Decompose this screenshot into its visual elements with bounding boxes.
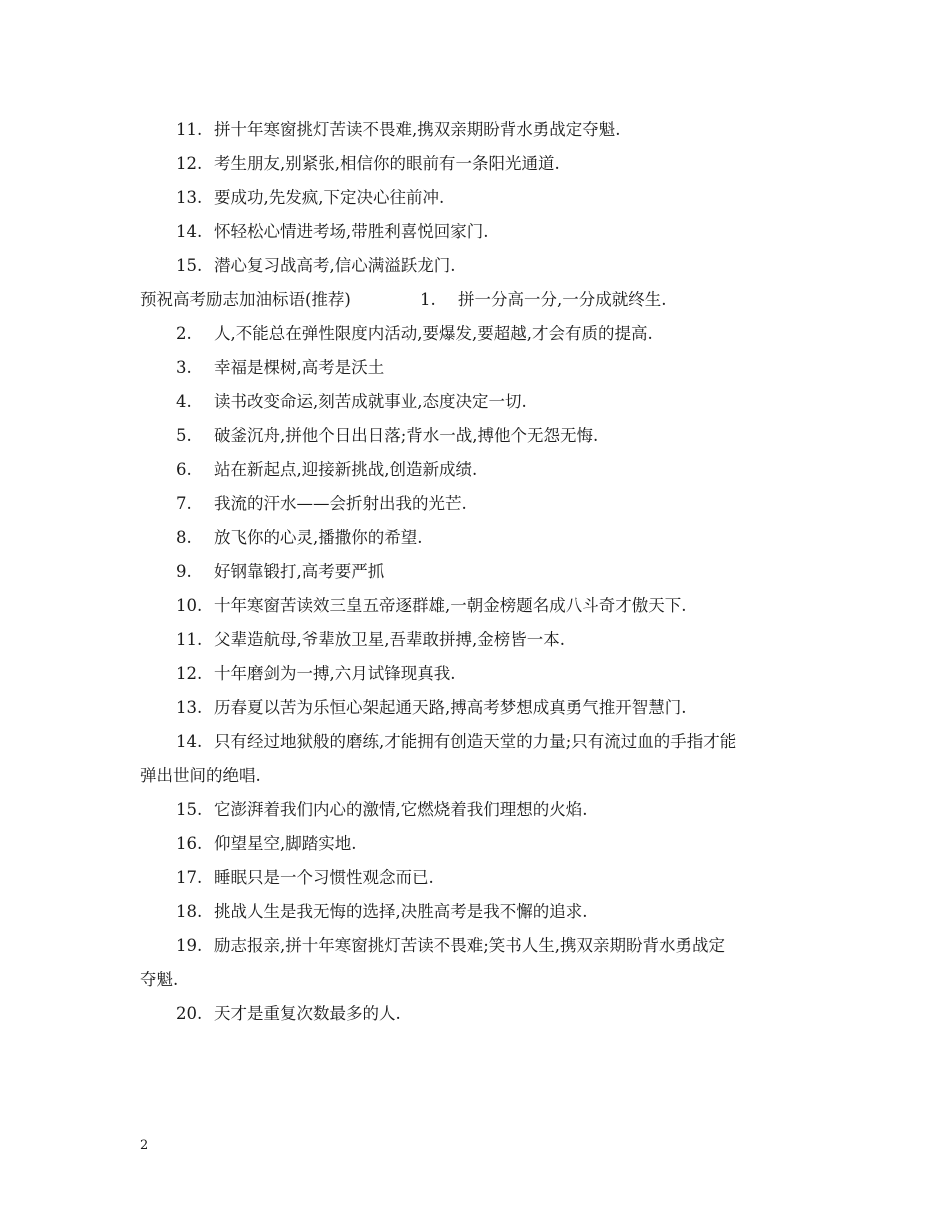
list-item [140,113,820,147]
item-number: 4. [176,392,192,411]
list-item [140,419,820,453]
item-number: 19. [176,936,203,955]
item-number: 15. [176,256,203,275]
item-number: 11. [176,120,203,139]
item-number: 14. [176,222,203,241]
item-text: 好钢靠锻打,高考要严抓 [214,562,385,581]
item-text: 读书改变命运,刻苦成就事业,态度决定一切. [214,392,527,411]
list-item [140,385,820,419]
item-text: 幸福是棵树,高考是沃土 [214,358,385,377]
item-number: 11. [176,630,203,649]
item-text: 我流的汗水——会折射出我的光芒. [214,494,467,513]
item-number: 3. [176,358,192,377]
item-text: 它澎湃着我们内心的激情,它燃烧着我们理想的火焰. [214,800,588,819]
list-item [140,555,820,589]
list-item [140,623,820,657]
item-number: 16. [176,834,203,853]
item-number: 12. [176,664,203,683]
item-number: 7. [176,494,192,513]
list-item [140,997,820,1031]
list-item [140,487,820,521]
item-text: 怀轻松心情进考场,带胜利喜悦回家门. [214,222,489,241]
item-text: 拼一分高一分,一分成就终生. [458,290,667,309]
list-item [140,793,820,827]
list-item [140,895,820,929]
item-number: 20. [176,1004,203,1023]
item-number: 5. [176,426,192,445]
item-text: 只有经过地狱般的磨练,才能拥有创造天堂的力量;只有流过血的手指才能 [214,732,737,751]
list-item [140,215,820,249]
item-text: 十年寒窗苦读效三皇五帝逐群雄,一朝金榜题名成八斗奇才傲天下. [214,596,687,615]
list-item [140,181,820,215]
list-item [140,657,820,691]
item-text: 父辈造航母,爷辈放卫星,吾辈敢拼搏,金榜皆一本. [214,630,565,649]
item-number: 14. [176,732,203,751]
list-item [140,929,820,963]
item-number: 13. [176,698,203,717]
list-item [140,317,820,351]
item-text: 励志报亲,拼十年寒窗挑灯苦读不畏难;笑书人生,携双亲期盼背水勇战定 [214,936,726,955]
item-text: 考生朋友,别紧张,相信你的眼前有一条阳光通道. [214,154,560,173]
list-item [140,147,820,181]
item-text: 十年磨剑为一搏,六月试锋现真我. [214,664,456,683]
list-item [140,521,820,555]
item-text: 天才是重复次数最多的人. [214,1004,401,1023]
item-text: 仰望星空,脚踏实地. [214,834,357,853]
list-item [140,351,820,385]
item-number: 13. [176,188,203,207]
item-text: 历春夏以苦为乐恒心架起通天路,搏高考梦想成真勇气推开智慧门. [214,698,687,717]
item-number: 17. [176,868,203,887]
item-text: 破釜沉舟,拼他个日出日落;背水一战,搏他个无怨无悔. [214,426,599,445]
item-text: 拼十年寒窗挑灯苦读不畏难,携双亲期盼背水勇战定夺魁. [214,120,621,139]
item-text: 睡眠只是一个习惯性观念而已. [214,868,434,887]
item-text: 要成功,先发疯,下定决心往前冲. [214,188,445,207]
item-text: 站在新起点,迎接新挑战,创造新成绩. [214,460,478,479]
document-body [140,113,820,1031]
list-item-continuation: 夺魁. [140,970,179,989]
list-item [140,589,820,623]
list-item [140,827,820,861]
item-number: 9. [176,562,192,581]
item-number: 6. [176,460,192,479]
list-item [140,691,820,725]
item-number: 2. [176,324,192,343]
list-item [140,249,820,283]
item-text: 人,不能总在弹性限度内活动,要爆发,要超越,才会有质的提高. [214,324,653,343]
section-heading-line [140,283,820,317]
item-number: 15. [176,800,203,819]
item-text: 放飞你的心灵,播撒你的希望. [214,528,423,547]
item-number: 18. [176,902,203,921]
item-number: 10. [176,596,203,615]
list-item-continuation: 弹出世间的绝唱. [140,766,261,785]
list-item [140,453,820,487]
list-item [140,861,820,895]
section-title: 预祝高考励志加油标语(推荐) [140,290,351,309]
page-number: 2 [140,1138,149,1153]
item-text: 潜心复习战高考,信心满溢跃龙门. [214,256,456,275]
item-number: 1. [420,290,436,309]
item-number: 8. [176,528,192,547]
item-text: 挑战人生是我无悔的选择,决胜高考是我不懈的追求. [214,902,588,921]
list-item [140,725,820,759]
item-number: 12. [176,154,203,173]
